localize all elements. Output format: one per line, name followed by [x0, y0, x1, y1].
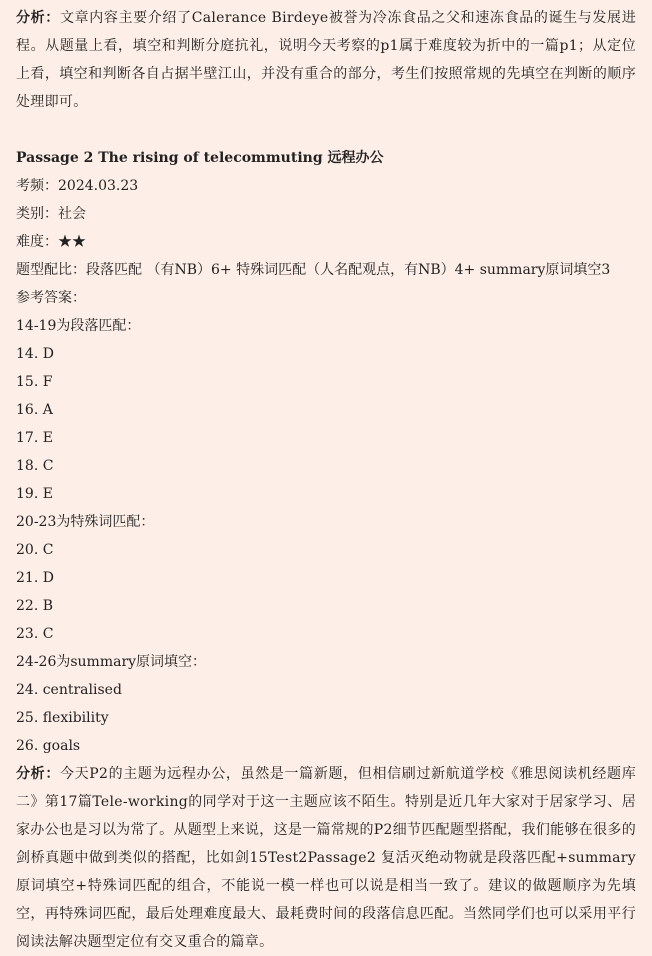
answer-item: 21. D: [16, 570, 54, 586]
group-heading: 20-23为特殊词匹配：: [16, 514, 155, 530]
question-types: 题型配比：段落匹配 （有NB）6+ 特殊词匹配（人名配观点，有NB）4+ summary原词填空3: [16, 262, 611, 278]
answer-group: [16, 312, 636, 508]
passage-title: Passage 2 The rising of telecommuting 远程办公: [16, 150, 384, 166]
analysis-label: 分析：: [16, 766, 60, 782]
answer-item: 19. E: [16, 486, 53, 502]
answer-item: 18. C: [16, 458, 54, 474]
exam-date: 考频：2024.03.23: [16, 178, 139, 194]
answer-group: [16, 508, 636, 648]
answer-item: 14. D: [16, 346, 54, 362]
answer-item: 25. flexibility: [16, 710, 109, 726]
analysis-text: 今天P2的主题为远程办公，虽然是一篇新题，但相信刷过新航道学校《雅思阅读机经题库二》第17篇Tele-working的同学对于这一主题应该不陌生。特别是近几年大家对于居家学习、居家办公也是习以为常了。从题型上来说，这是一篇常规的P2细节匹配题型搭配，我们能够在很多的剑桥真题中做到类似的搭配，比如剑15Test2Passage2 复活灭绝动物就是段落匹配+summary原词填空+特殊词匹配的组合，不能说一模一样也可以说是相当一致了。建议的做题顺序为先填空，再特殊词匹配，最后处理难度最大、最耗费时间的段落信息匹配。当然同学们也可以采用平行阅读法解决题型定位有交叉重合的篇章。: [16, 766, 636, 950]
answers-label: 参考答案：: [16, 290, 86, 306]
category: 类别：社会: [16, 206, 86, 222]
answer-item: 17. E: [16, 430, 53, 446]
answer-group: [16, 648, 636, 760]
analysis-label: 分析：: [16, 10, 60, 26]
analysis-paragraph-2: [16, 760, 636, 956]
spacer: [16, 116, 636, 144]
answer-item: 15. F: [16, 374, 53, 390]
group-heading: 24-26为summary原词填空：: [16, 654, 207, 670]
answer-item: 26. goals: [16, 738, 81, 754]
answer-item: 24. centralised: [16, 682, 122, 698]
group-heading: 14-19为段落匹配：: [16, 318, 141, 334]
answer-item: 22. B: [16, 598, 54, 614]
difficulty: 难度：★★: [16, 234, 86, 250]
analysis-text: 文章内容主要介绍了Calerance Birdeye被誉为冷冻食品之父和速冻食品的诞生与发展进程。从题量上看，填空和判断分庭抗礼，说明今天考察的p1属于难度较为折中的一篇p1；从定位上看，填空和判断各自占据半壁江山，并没有重合的部分，考生们按照常规的先填空在判断的顺序处理即可。: [16, 10, 637, 110]
answer-item: 16. A: [16, 402, 53, 418]
answer-item: 23. C: [16, 626, 54, 642]
answer-item: 20. C: [16, 542, 54, 558]
analysis-paragraph-1: [16, 4, 636, 116]
